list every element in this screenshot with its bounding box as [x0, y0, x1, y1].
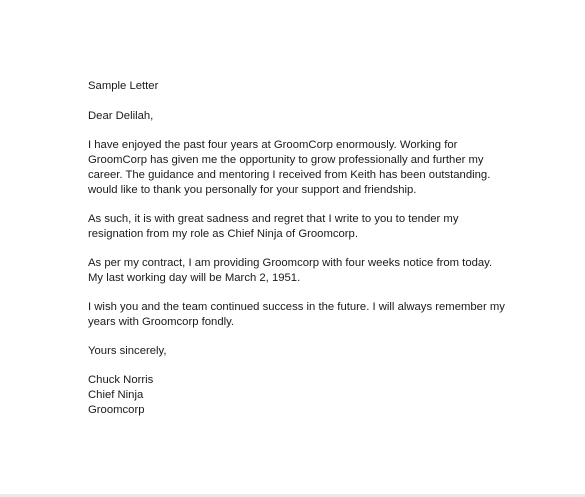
- paragraph-3-line: My last working day will be March 2, 1951.: [88, 272, 301, 284]
- closing: [88, 344, 568, 359]
- signature-name: Chuck Norris: [88, 374, 154, 386]
- paragraph-1: [88, 138, 568, 198]
- paragraph-4-line: I wish you and the team continued success in the future. I will always remember my: [88, 301, 505, 313]
- paragraph-1-line: GroomCorp has given me the opportunity to grow professionally and further my: [88, 154, 484, 166]
- signature-block: [88, 373, 568, 418]
- paragraph-2-line: resignation from my role as Chief Ninja of Groomcorp.: [88, 228, 358, 240]
- letter-heading: [88, 79, 568, 94]
- paragraph-2-line: As such, it is with great sadness and regret that I write to you to tender my: [88, 213, 459, 225]
- signature-title: Chief Ninja: [88, 389, 144, 401]
- salutation: [88, 109, 568, 124]
- paragraph-4: [88, 300, 568, 330]
- letter-body: [88, 79, 568, 418]
- paragraph-4-line: years with Groomcorp fondly.: [88, 316, 235, 328]
- signature-company: Groomcorp: [88, 404, 145, 416]
- closing-line: Yours sincerely,: [88, 345, 167, 357]
- paragraph-3: [88, 256, 568, 286]
- paragraph-3-line: As per my contract, I am providing Groomcorp with four weeks notice from today.: [88, 257, 493, 269]
- heading-line: Sample Letter: [88, 80, 159, 92]
- salutation-line: Dear Delilah,: [88, 110, 154, 122]
- paragraph-1-line: I have enjoyed the past four years at GroomCorp enormously. Working for: [88, 139, 458, 151]
- paragraph-1-line: career. The guidance and mentoring I received from Keith has been outstanding.: [88, 169, 491, 181]
- paragraph-1-line: would like to thank you personally for your support and friendship.: [88, 184, 417, 196]
- paragraph-2: [88, 212, 568, 242]
